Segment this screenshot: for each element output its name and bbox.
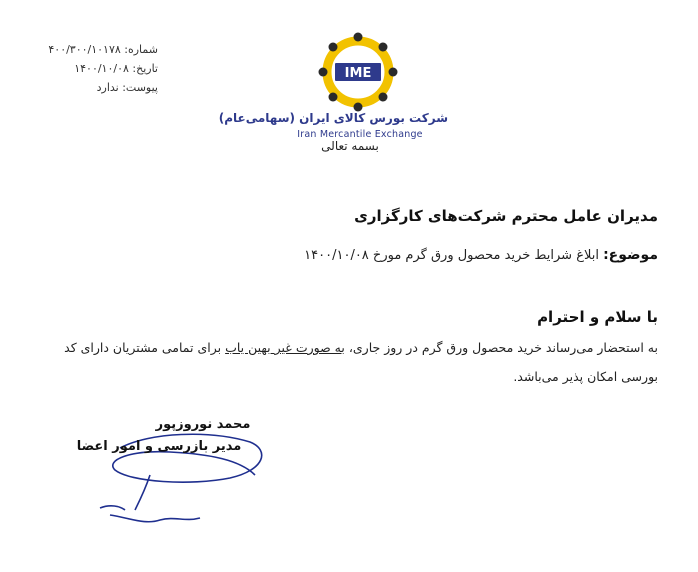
body-line1-end: برای تمامی مشتریان دارای کد xyxy=(64,340,226,355)
subject-label: موضوع: xyxy=(603,247,658,263)
invocation: بسمه تعالی xyxy=(321,139,379,153)
reference-number: شماره: ۴۰۰/۳۰۰/۱۰۱۷۸ xyxy=(48,43,158,56)
reference-attachment: پیوست: ندارد xyxy=(96,81,158,94)
subject-text: ابلاغ شرایط خرید محصول ورق گرم مورخ ۱۴۰۰/۱۰/۰۸ xyxy=(304,248,604,263)
body-line1-underlined: به صورت غیر بهین یاب xyxy=(225,340,345,355)
subject-line xyxy=(304,247,658,263)
body-line-1 xyxy=(64,340,658,355)
company-name-fa: شرکت بورس کالای ایران (سهامی‌عام) xyxy=(218,111,448,125)
ime-logo-icon xyxy=(318,32,398,112)
company-name-en: Iran Mercantile Exchange xyxy=(297,129,423,140)
reference-block xyxy=(28,40,158,97)
addressee: مدیران عامل محترم شرکت‌های کارگزاری xyxy=(354,207,658,225)
body-line1-start: به استحضار می‌رساند خرید محصول ورق گرم در روز جاری، xyxy=(344,340,658,355)
signatory-title: مدیر بازرسی و امور اعضا xyxy=(76,439,242,454)
greeting: با سلام و احترام xyxy=(537,308,658,326)
signatory-name: محمد نوروزپور xyxy=(155,417,251,432)
reference-date: تاریخ: ۱۴۰۰/۱۰/۰۸ xyxy=(74,62,158,75)
body-line-2: بورسی امکان پذیر می‌باشد. xyxy=(513,369,658,384)
logo-abbr: IME xyxy=(344,66,372,81)
